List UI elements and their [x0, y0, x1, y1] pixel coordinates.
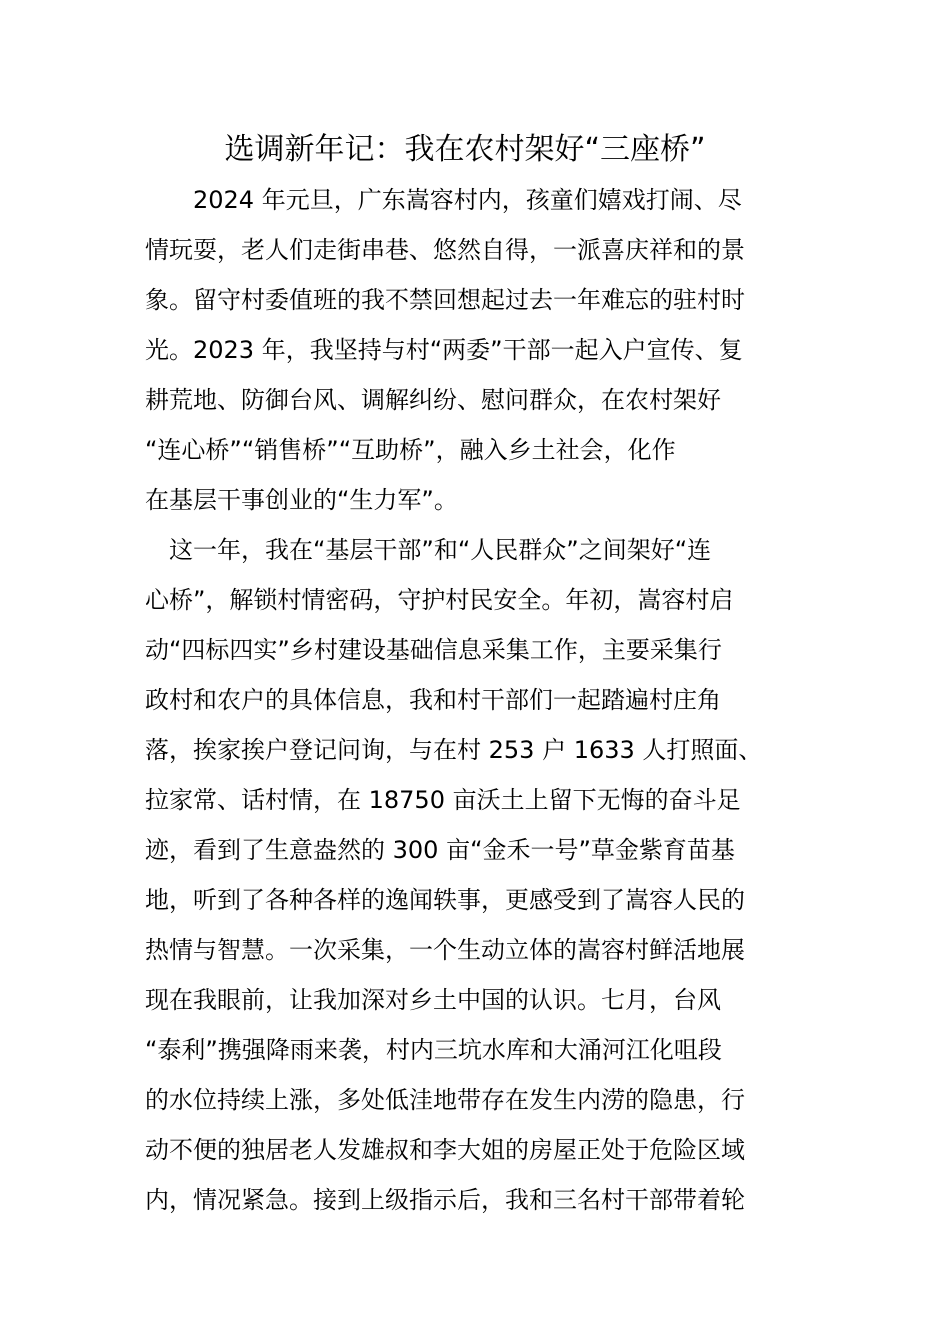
body-line: 这一年，我在“基层干部”和“人民群众”之间架好“连	[145, 536, 712, 564]
body-line: 在基层干事创业的“生力军”。	[145, 486, 458, 514]
body-line: 落，挨家挨户登记问询，与在村 253 户 1633 人打照面、	[145, 736, 763, 764]
body-line: 象。留守村委值班的我不禁回想起过去一年难忘的驻村时	[145, 286, 745, 314]
body-line: “连心桥”“销售桥”“互助桥”，融入乡土社会，化作	[145, 436, 676, 464]
body-line: 热情与智慧。一次采集，一个生动立体的嵩容村鲜活地展	[145, 936, 745, 964]
article-title: 选调新年记：我在农村架好“三座桥”	[224, 132, 706, 167]
body-line: 迹，看到了生意盎然的 300 亩“金禾一号”草金紫育苗基	[145, 836, 735, 864]
body-line: 心桥”，解锁村情密码，守护村民安全。年初，嵩容村启	[145, 586, 734, 614]
body-line: 动不便的独居老人发雄叔和李大姐的房屋正处于危险区域	[145, 1136, 745, 1164]
body-line: 耕荒地、防御台风、调解纠纷、慰问群众，在农村架好	[145, 386, 721, 414]
body-line: 拉家常、话村情，在 18750 亩沃土上留下无悔的奋斗足	[145, 786, 741, 814]
body-line: 地，听到了各种各样的逸闻轶事，更感受到了嵩容人民的	[145, 886, 745, 914]
body-line: 现在我眼前，让我加深对乡土中国的认识。七月，台风	[145, 986, 721, 1014]
body-line: 政村和农户的具体信息，我和村干部们一起踏遍村庄角	[145, 686, 721, 714]
body-line: 内，情况紧急。接到上级指示后，我和三名村干部带着轮	[145, 1186, 745, 1214]
body-line: “泰利”携强降雨来袭，村内三坑水库和大涌河江化咀段	[145, 1036, 722, 1064]
body-line: 2024 年元旦，广东嵩容村内，孩童们嬉戏打闹、尽	[145, 186, 742, 214]
body-line: 情玩耍，老人们走街串巷、悠然自得，一派喜庆祥和的景	[145, 236, 745, 264]
body-line: 光。2023 年，我坚持与村“两委”干部一起入户宣传、复	[145, 336, 743, 364]
body-line: 动“四标四实”乡村建设基础信息采集工作，主要采集行	[145, 636, 722, 664]
body-line: 的水位持续上涨，多处低洼地带存在发生内涝的隐患，行	[145, 1086, 745, 1114]
